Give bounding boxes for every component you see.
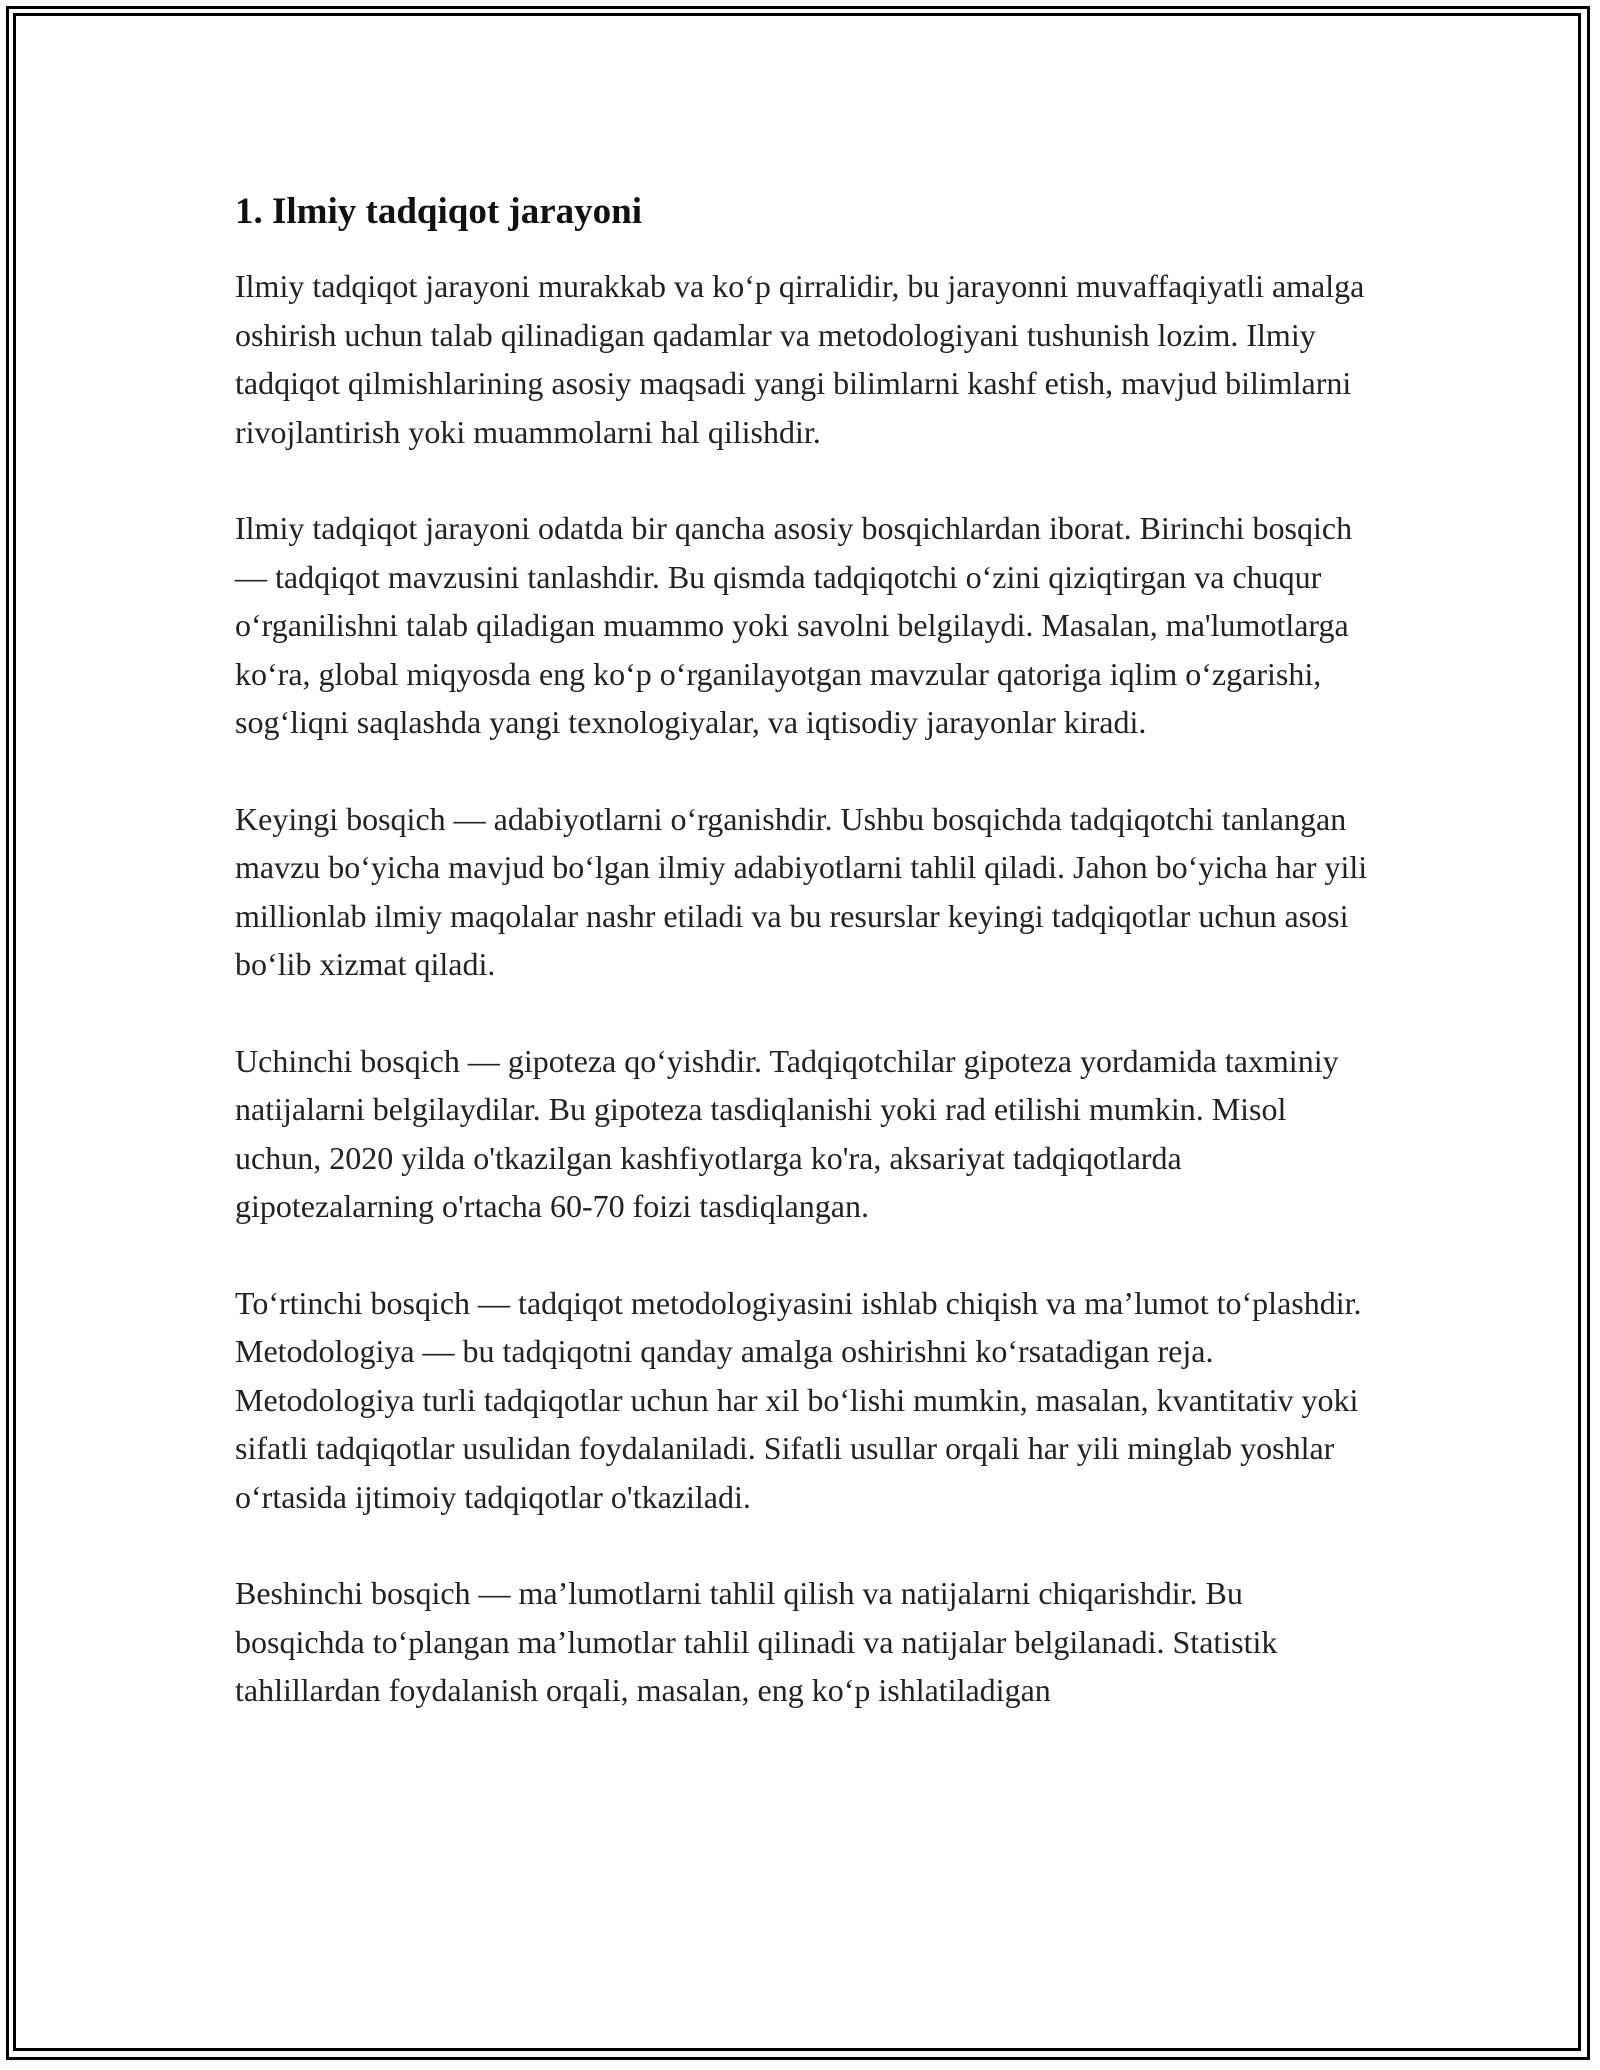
paragraph-stage-two: Keyingi bosqich — adabiyotlarni o‘rganishdir. Ushbu bosqichda tadqiqotchi tanlangan mavzu bo‘yicha mavjud bo‘lgan ilmiy adabiyotlarni tahlil qiladi. Jahon bo‘yicha har yili millionlab ilmiy maqolalar nashr etiladi va bu resurslar keyingi tadqiqotlar uchun asosi bo‘lib xizmat qiladi. — [235, 800, 1368, 982]
paragraph-stage-four: To‘rtinchi bosqich — tadqiqot metodologiyasini ishlab chiqish va ma’lumot to‘plashdir. Metodologiya — bu tadqiqotni qanday amalga oshirishni ko‘rsatadigan reja. Metodologiya turli tadqiqotlar uchun har xil bo‘lishi mumkin, masalan, kvantitativ yoki sifatli tadqiqotlar usulidan foydalaniladi. Sifatli usullar orqali har yili minglab yoshlar o‘rtasida ijtimoiy tadqiqotlar o'tkaziladi. — [235, 1284, 1362, 1515]
paragraph-stage-three: Uchinchi bosqich — gipoteza qo‘yishdir. Tadqiqotchilar gipoteza yordamida taxminiy natijalarni belgilaydilar. Bu gipoteza tasdiqlanishi yoki rad etilishi mumkin. Misol uchun, 2020 yilda o'tkazilgan kashfiyotlarga ko'ra, aksariyat tadqiqotlarda gipotezalarning o'rtacha 60-70 foizi tasdiqlangan. — [235, 1042, 1339, 1224]
paragraph-stage-one: Ilmiy tadqiqot jarayoni odatda bir qancha asosiy bosqichlardan iborat. Birinchi bosqich — tadqiqot mavzusini tanlashdir. Bu qismda tadqiqotchi o‘zini qiziqtirgan va chuqur o‘rganilishni talab qiladigan muammo yoki savolni belgilaydi. Masalan, ma'lumotlarga ko‘ra, global miqyosda eng ko‘p o‘rganilayotgan mavzular qatoriga iqlim o‘zgarishi, sog‘liqni saqlashda yangi texnologiyalar, va iqtisodiy jarayonlar kiradi. — [235, 510, 1353, 740]
section-heading: 1. Ilmiy tadqiqot jarayoni — [235, 191, 643, 232]
document-body — [235, 188, 1375, 1763]
paragraph-stage-five: Beshinchi bosqich — ma’lumotlarni tahlil qilish va natijalarni chiqarishdir. Bu bosqichda to‘plangan ma’lumotlar tahlil qilinadi va natijalar belgilanadi. Statistik tahlillardan foydalanish orqali, masalan, eng ko‘p ishlatiladigan — [235, 1575, 1278, 1708]
paragraph-intro: Ilmiy tadqiqot jarayoni murakkab va ko‘p qirralidir, bu jarayonni muvaffaqiyatli amalga oshirish uchun talab qilinadigan qadamlar va metodologiyani tushunish lozim. Ilmiy tadqiqot qilmishlarining asosiy maqsadi yangi bilimlarni kashf etish, mavjud bilimlarni rivojlantirish yoki muammolarni hal qilishdir. — [235, 268, 1365, 450]
